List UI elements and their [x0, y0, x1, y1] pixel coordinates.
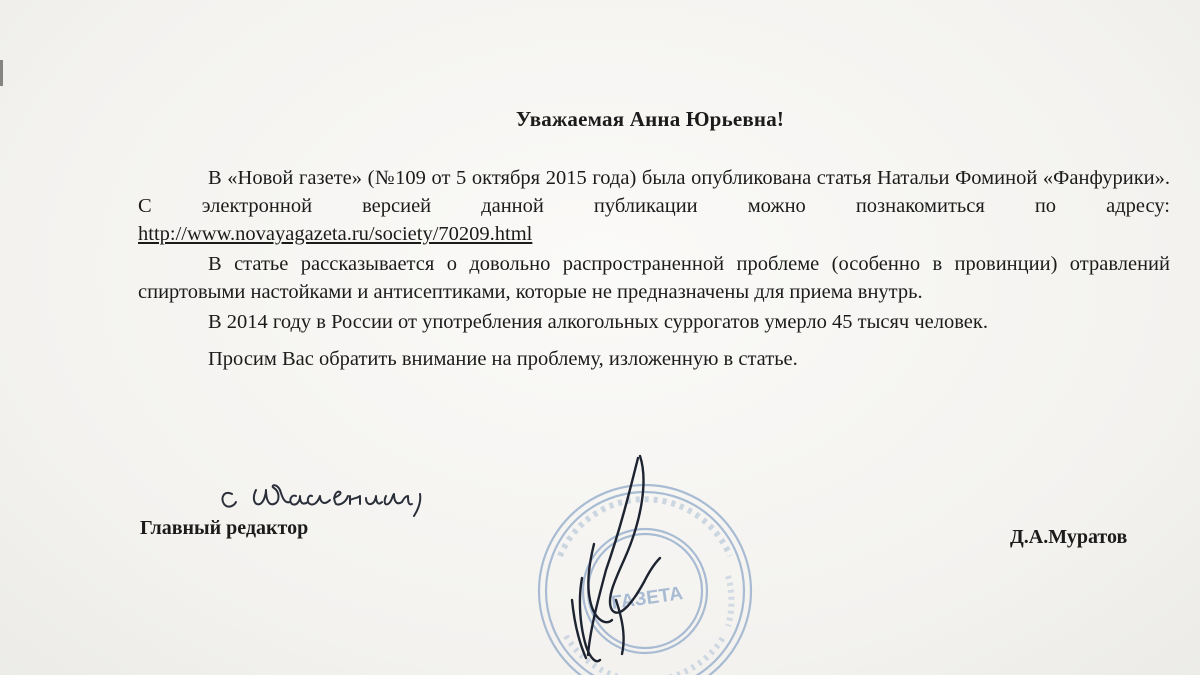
letter-body	[138, 164, 1170, 375]
editor-signature	[560, 450, 670, 670]
article-link[interactable]: http://www.novayagazeta.ru/society/70209.html	[138, 223, 533, 245]
editor-name: Д.А.Муратов	[1010, 526, 1128, 548]
scan-edge-mark	[0, 60, 3, 86]
paragraph-request: Просим Вас обратить внимание на проблему, изложенную в статье.	[208, 348, 798, 370]
paragraph-publication	[138, 164, 1170, 248]
stamp-text: ГАЗЕТА	[610, 583, 685, 614]
editor-position: Главный редактор	[140, 517, 309, 539]
paragraph-publication-text: В «Новой газете» (№109 от 5 октября 2015 года) была опубликована статья Натальи Фоминой «Фанфурики». С электронной версией данной публикации можно познакомиться по адресу:	[138, 167, 1170, 217]
paragraph-statistics: В 2014 году в России от употребления алкогольных суррогатов умерло 45 тысяч человек.	[208, 311, 988, 333]
handwritten-closing	[216, 468, 426, 524]
letter-greeting: Уважаемая Анна Юрьевна!	[515, 107, 785, 131]
paragraph-problem: В статье рассказывается о довольно распространенной проблеме (особенно в провинции) отравлений спиртовыми настойками и антисептиками, которые не предназначены для приема внутрь.	[138, 253, 1170, 303]
